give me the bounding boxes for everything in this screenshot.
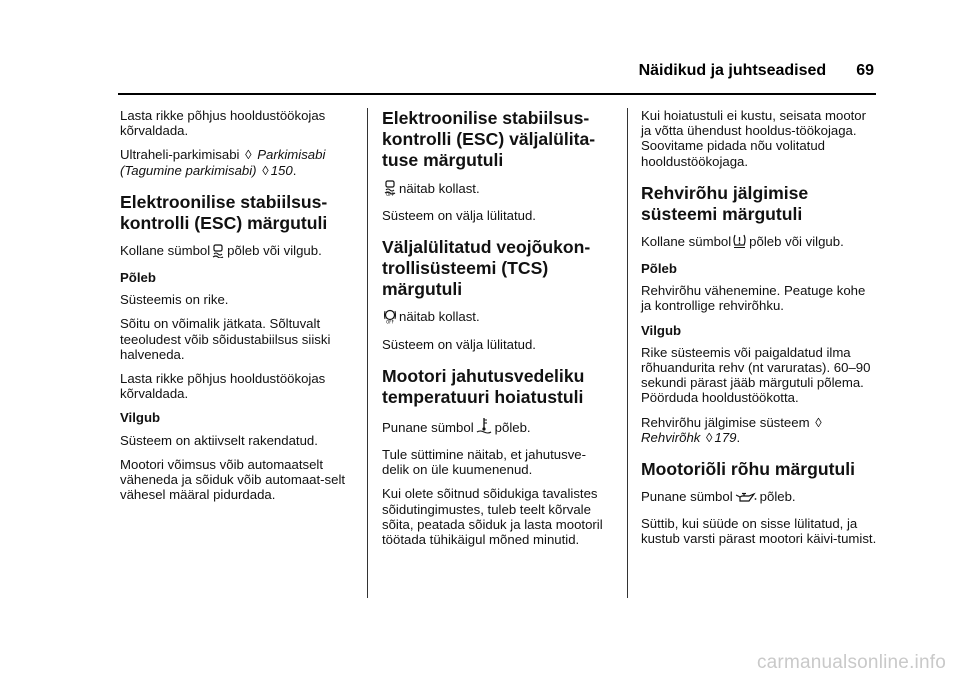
paragraph: Süttib, kui süüde on sisse lülitatud, ja kustub varsti pärast mootori käivi-tumist. (641, 516, 877, 547)
heading-oil-pressure: Mootoriõli rõhu märgutuli (641, 459, 856, 480)
header-rule (118, 93, 876, 95)
paragraph-symbol (382, 309, 608, 327)
paragraph-symbol (120, 243, 352, 261)
column-2 (382, 108, 608, 556)
paragraph-crossref: Ultraheli-parkimisabi ◊ Parkimisabi (Tagumine parkimisabi) ◊ 150. (120, 147, 326, 178)
text: põleb. (759, 489, 796, 505)
subheading-flashing: Vilgub (120, 410, 161, 426)
page-header (639, 62, 874, 80)
subheading-on: Põleb (641, 261, 677, 277)
paragraph: Sõitu on võimalik jätkata. Sõltuvalt teeoludest võib sõidustabiilsus siiski halveneda. (120, 316, 331, 362)
paragraph: Mootori võimsus võib automaatselt väheneda ja sõiduk võib automaat-selt vähesel määral pidurdada. (120, 456, 346, 503)
crossref-page[interactable]: 150 (270, 162, 293, 178)
paragraph-symbol (641, 234, 877, 252)
subheading-flashing: Vilgub (641, 322, 682, 338)
paragraph: Süsteem on välja lülitatud. (382, 208, 536, 224)
heading-coolant-temp: Mootori jahutusvedeliku temperatuuri hoiatustuli (382, 365, 585, 407)
crossref-link[interactable]: Rehvirõhk (641, 429, 701, 445)
page-number: 69 (856, 62, 874, 79)
text: Kollane sümbol (641, 233, 732, 249)
crossref-link[interactable]: Parkimisabi (Tagumine parkimisabi) (120, 147, 326, 178)
heading-esc-off: Elektroonilise stabiilsus-kontrolli (ESC) väljalülita-tuse märgutuli (382, 108, 596, 170)
text: Punane sümbol (641, 489, 733, 505)
column-divider-1 (367, 108, 368, 598)
crossref-arrow-icon: ◊ (815, 414, 822, 430)
esc-car-icon (212, 244, 224, 261)
text: Kollane sümbol (120, 242, 211, 258)
text: põleb. (494, 419, 531, 435)
page-ref-arrow-icon: ◊ (262, 162, 269, 178)
paragraph: Kui olete sõitnud sõidukiga tavalistes sõidutingimustes, tuleb teelt kõrvale sõita, peatada sõiduk ja lasta mootoril töötada tühikäigul mõned minutid. (382, 486, 603, 548)
heading-esc-light: Elektroonilise stabiilsus-kontrolli (ESC) märgutuli (120, 191, 328, 233)
coolant-temperature-icon (476, 417, 492, 438)
paragraph: Süsteem on välja lülitatud. (382, 336, 536, 352)
heading-tcs-off: Väljalülitatud veojõukon-trollisüsteemi (TCS) märgutuli (382, 237, 591, 300)
text: põleb või vilgub. (227, 242, 322, 258)
paragraph-symbol (382, 417, 608, 438)
esc-off-icon (384, 180, 396, 199)
oil-can-icon (735, 492, 757, 507)
text: näitab kollast. (399, 309, 480, 325)
heading-tpms: Rehvirõhu jälgimise süsteemi märgutuli (641, 182, 809, 224)
paragraph: Rehvirõhu vähenemine. Peatuge kohe ja kontrollige rehvirõhku. (641, 283, 866, 314)
paragraph: Kui hoiatustuli ei kustu, seisata mootor ja võtta ühendust hooldus-töökojaga. Soovitame pidada nõu volitatud hooldustöökojaga. (641, 108, 867, 169)
crossref-arrow-icon: ◊ (245, 147, 252, 163)
paragraph: Lasta rikke põhjus hooldustöökojas kõrvaldada. (120, 108, 326, 139)
paragraph: Tule süttimine näitab, et jahutusve-delik on üle kuumenenud. (382, 447, 587, 478)
column-divider-2 (627, 108, 628, 598)
crossref-text: Ultraheli-parkimisabi (120, 147, 240, 163)
svg-text:OFF: OFF (386, 319, 394, 325)
text: põleb või vilgub. (749, 233, 844, 249)
text: Punane sümbol (382, 419, 474, 435)
paragraph: Rike süsteemis või paigaldatud ilma rõhuandurita rehv (nt varuratas). 60–90 sekundi pärast jääb märgutuli põlema. Pöörduda hooldustöökotta. (641, 344, 871, 406)
paragraph-symbol (382, 180, 608, 199)
crossref-page[interactable]: 179 (714, 429, 737, 445)
text: näitab kollast. (399, 181, 480, 196)
svg-text:OFF: OFF (386, 192, 394, 196)
subheading-on: Põleb (120, 270, 156, 286)
paragraph-symbol (641, 489, 877, 507)
tcs-off-icon (384, 309, 396, 327)
column-1 (120, 108, 352, 511)
paragraph: Süsteemis on rike. (120, 292, 229, 308)
crossref-text: Rehvirõhu jälgimise süsteem (641, 414, 810, 430)
paragraph: Lasta rikke põhjus hooldustöökojas kõrvaldada. (120, 371, 326, 402)
column-3 (641, 108, 877, 556)
watermark: carmanualsonline.info (756, 652, 946, 673)
tire-pressure-icon (733, 234, 746, 252)
paragraph: Süsteem on aktiivselt rakendatud. (120, 432, 318, 448)
section-title: Näidikud ja juhtseadised (638, 62, 827, 79)
page-ref-arrow-icon: ◊ (706, 429, 713, 445)
paragraph-crossref: Rehvirõhu jälgimise süsteem ◊ Rehvirõhk ◊ 179. (641, 414, 822, 445)
